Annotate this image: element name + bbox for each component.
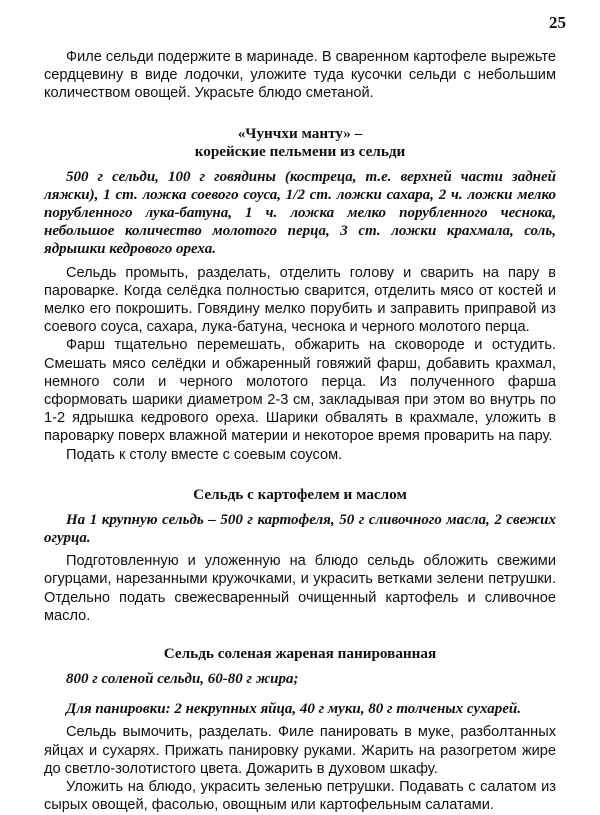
recipe-ingredients: На 1 крупную сельдь – 500 г картофеля, 50 г сливочного масла, 2 свежих огурца. [44,511,556,547]
recipe-step: Сельдь промыть, разделать, отделить голову и сварить на пару в пароварке. Когда селёдка полностью сварится, отделить мясо от костей и мелко его покрошить. Говядину мелко порубить и заправить приправой из соевого соуса, сахара, лука-батуна, чеснока и черного молотого перца. [44,264,556,336]
recipe-step: Уложить на блюдо, украсить зеленью петрушки. Подавать с салатом из сырых овощей, фасолью, овощным или картофельным салатами. [44,779,556,814]
recipe-title-line1: «Чунчхи манту» – [237,124,363,142]
recipe-herring-potato-butter [44,486,556,625]
intro-paragraph: Филе сельди подержите в маринаде. В сваренном картофеле вырежьте сердцевину в виде лодочки, уложите туда кусочки сельди с небольшим количеством овощей. Украсьте блюдо сметаной. [44,49,556,102]
recipe-step: Фарш тщательно перемешать, обжарить на сковороде и остудить. Смешать мясо селёдки и обжаренный говяжий фарш, добавить крахмал, немного соли и черного молотого перца. Из полученного фарша сформовать шарики диаметром 2-3 см, закладывая при этом во внутрь по 1-2 ядрышка кедрового ореха. Шарики обвалять в крахмале, уложить в пароварку поверх влажной материи и некоторое время проварить на пару. [44,337,556,445]
recipe-ingredients: 800 г соленой сельди, 60-80 г жира; [66,671,299,688]
page-content [44,48,556,815]
recipe-breading-ingredients: Для панировки: 2 некрупных яйца, 40 г муки, 80 г толченых сухарей. [66,701,521,718]
recipe-step: Сельдь вымочить, разделать. Филе панировать в муке, разболтанных яйцах и сухарях. Прижать панировку руками. Жарить на разогретом жире до светло-золотистого цвета. Дожарить в духовом шкафу. [44,724,556,777]
page-number: 25 [549,13,566,32]
recipe-title: Сельдь с картофелем и маслом [193,485,407,503]
recipe-salted-fried-breaded-herring [44,645,556,814]
recipe-chunchhi-mantu [44,125,556,464]
recipe-ingredients: 500 г сельди, 100 г говядины (костреца, т.е. верхней части задней ляжки), 1 ст. ложка соевого соуса, 1/2 ст. ложки сахара, 2 ч. ложки мелко порубленного лука-батуна, 1 ч. ложка мелко порубленного чеснока, небольшое количество молотого перца, 3 ст. ложки крахмала, соль, ядрышки кедрового ореха. [44,168,556,258]
recipe-title-line2: корейские пельмени из сельди [194,142,406,160]
recipe-title: Сельдь соленая жареная панированная [163,645,437,663]
recipe-step: Подать к столу вместе с соевым соусом. [66,446,343,463]
recipe-step: Подготовленную и уложенную на блюдо сельдь обложить свежими огурцами, нарезанными кружочками, и украсить ветками зелени петрушки. Отдельно подать свежесваренный очищенный картофель и сливочное масло. [44,553,556,624]
